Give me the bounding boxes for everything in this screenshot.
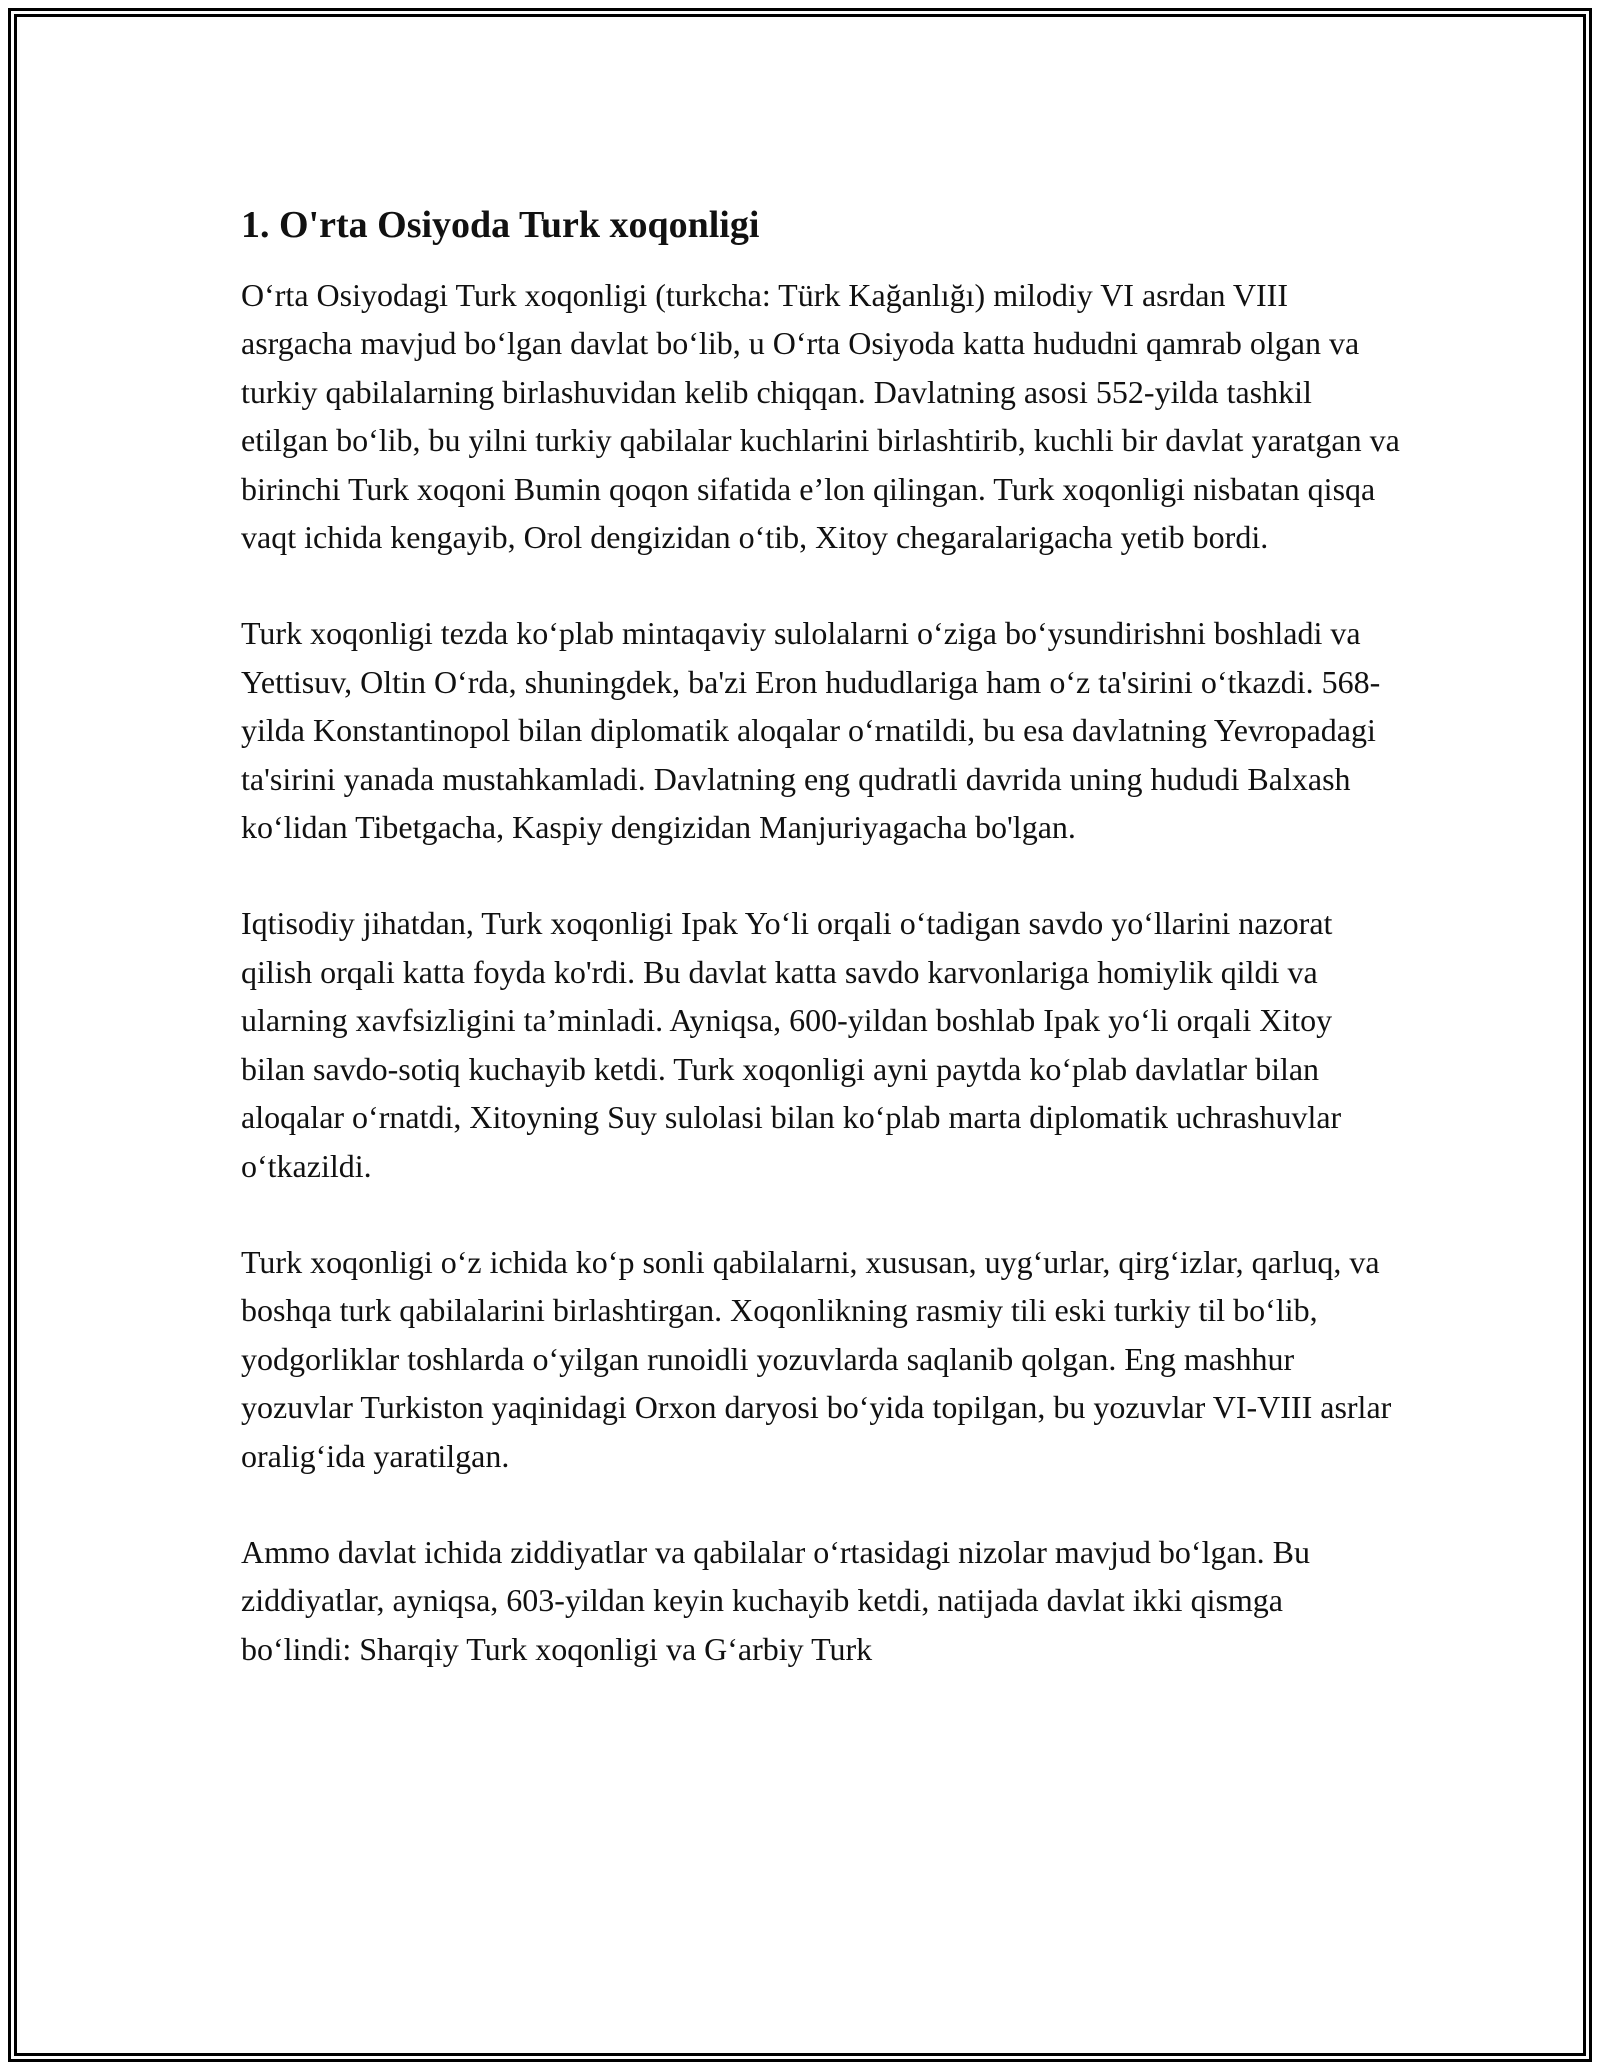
paragraph-1: O‘rta Osiyodagi Turk xoqonligi (turkcha: Türk Kağanlığı) milodiy VI asrdan VIII asrgacha mavjud bo‘lgan davlat bo‘lib, u O‘rta Osiyoda katta hududni qamrab olgan va turkiy qabilalarning birlashuvidan kelib chiqqan. Davlatning asosi 552-yilda tashkil etilgan bo‘lib, bu yilni turkiy qabilalar kuchlarini birlashtirib, kuchli bir davlat yaratgan va birinchi Turk xoqoni Bumin qoqon sifatida e’lon qilingan. Turk xoqonligi nisbatan qisqa vaqt ichida kengayib, Orol dengizidan o‘tib, Xitoy chegaralarigacha yetib bordi. [241,277,1400,556]
paragraph-3: Iqtisodiy jihatdan, Turk xoqonligi Ipak Yo‘li orqali o‘tadigan savdo yo‘llarini nazorat qilish orqali katta foyda ko'rdi. Bu davlat katta savdo karvonlariga homiylik qildi va ularning xavfsizligini ta’minladi. Ayniqsa, 600-yildan boshlab Ipak yo‘li orqali Xitoy bilan savdo-sotiq kuchayib ketdi. Turk xoqonligi ayni paytda ko‘plab davlatlar bilan aloqalar o‘rnatdi, Xitoyning Suy sulolasi bilan ko‘plab marta diplomatik uchrashuvlar o‘tkazildi. [241,905,1342,1184]
paragraph-2: Turk xoqonligi tezda ko‘plab mintaqaviy sulolalarni o‘ziga bo‘ysundirishni boshladi va Yettisuv, Oltin O‘rda, shuningdek, ba'zi Eron hududlariga ham o‘z ta'sirini o‘tkazdi. 568-yilda Konstantinopol bilan diplomatik aloqalar o‘rnatildi, bu esa davlatning Yevropadagi ta'sirini yanada mustahkamladi. Davlatning eng qudratli davrida uning hududi Balxash ko‘lidan Tibetgacha, Kaspiy dengizidan Manjuriyagacha bo'lgan. [241,615,1381,846]
page-inner-border [14,14,1586,2056]
paragraph-5: Ammo davlat ichida ziddiyatlar va qabilalar o‘rtasidagi nizolar mavjud bo‘lgan. Bu ziddiyatlar, ayniqsa, 603-yildan keyin kuchayib ketdi, natijada davlat ikki qismga bo‘lindi: Sharqiy Turk xoqonligi va G‘arbiy Turk [241,1533,1310,1667]
page-border [8,8,1592,2062]
document-body [241,201,1401,1721]
paragraph-4: Turk xoqonligi o‘z ichida ko‘p sonli qabilalarni, xususan, uyg‘urlar, qirg‘izlar, qarluq, va boshqa turk qabilalarini birlashtirgan. Xoqonlikning rasmiy tili eski turkiy til bo‘lib, yodgorliklar toshlarda o‘yilgan runoidli yozuvlarda saqlanib qolgan. Eng mashhur yozuvlar Turkiston yaqinidagi Orxon daryosi bo‘yida topilgan, bu yozuvlar VI-VIII asrlar oralig‘ida yaratilgan. [241,1243,1392,1474]
section-heading: 1. O'rta Osiyoda Turk xoqonligi [241,204,760,246]
